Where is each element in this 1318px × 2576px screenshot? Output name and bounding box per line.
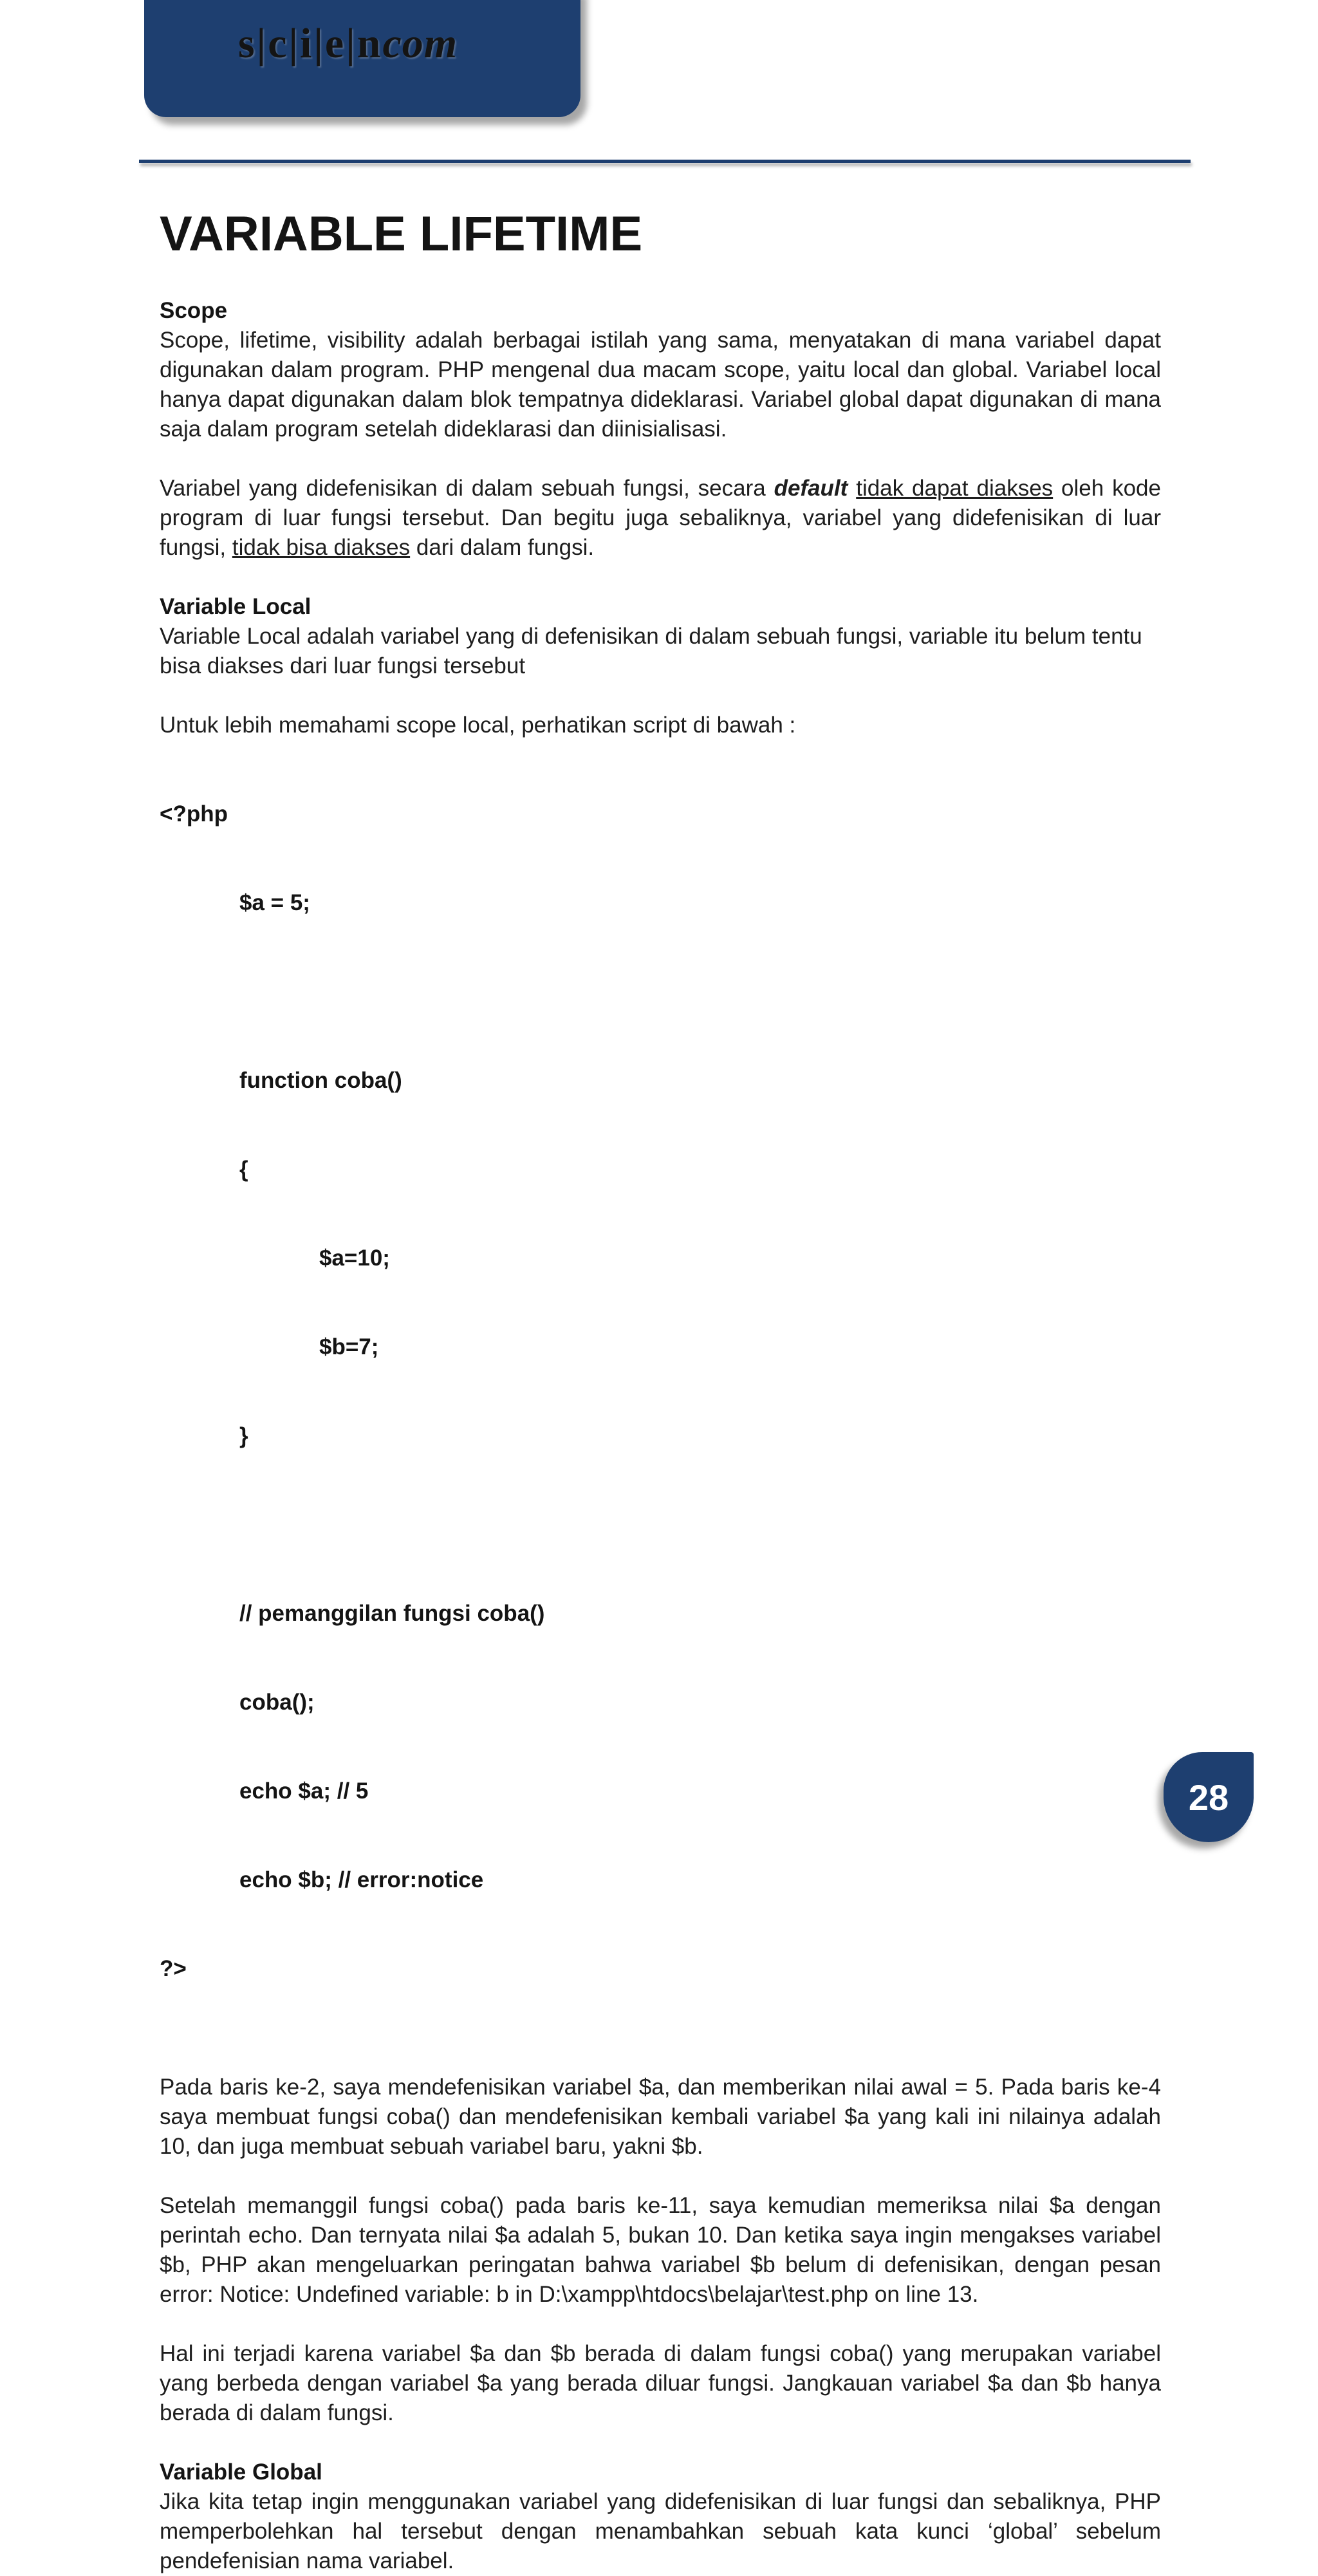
page-number-badge [1164, 1752, 1254, 1842]
code-line: $b=7; [319, 1334, 379, 1359]
explain-paragraph-2: Setelah memanggil fungsi coba() pada baris ke-11, saya kemudian memeriksa nilai $a dengan perintah echo. Dan ternyata nilai $a adalah 5, bukan 10. Dan ketika saya ingin mengakses variabel $b, PHP akan mengeluarkan peringatan bahwa variabel $b belum di defenisikan, dengan pesan error: Notice: Undefined variable: b in D:\xampp\htdocs\belajar\test.php on line 13. [160, 2193, 1161, 2307]
code-line: function coba() [239, 1068, 402, 1093]
scope-p2-underline-2: tidak bisa diakses [232, 535, 411, 560]
scope-paragraph-2 [160, 474, 1161, 563]
code-line: { [239, 1157, 248, 1182]
section-heading-local: Variable Local [160, 594, 311, 619]
logo [238, 19, 458, 68]
scope-p2-text-c: oleh kode program di luar fungsi tersebut. Dan begitu juga sebaliknya, variabel yang didefenisikan di luar fungsi, [160, 476, 1161, 560]
logo-main: s|c|i|e|n [238, 20, 383, 67]
code-block [160, 740, 1161, 2043]
code-line: echo $a; // 5 [239, 1778, 369, 1804]
local-intro: Untuk lebih memahami scope local, perhatikan script di bawah : [160, 713, 796, 738]
section-heading-scope: Scope [160, 298, 228, 323]
scope-p2-text-d: dari dalam fungsi. [410, 535, 595, 560]
page-number: 28 [1188, 1777, 1229, 1818]
scope-p2-text-b [848, 476, 856, 501]
page-title: VARIABLE LIFETIME [160, 207, 643, 261]
code-line: ?> [160, 1956, 187, 1981]
section-heading-global: Variable Global [160, 2459, 322, 2485]
code-line: // pemanggilan fungsi coba() [239, 1601, 545, 1626]
logo-suffix: com [382, 20, 458, 67]
explain-paragraph-3: Hal ini terjadi karena variabel $a dan $b berada di dalam fungsi coba() yang merupakan variabel yang berbeda dengan variabel $a yang berada diluar fungsi. Jangkauan variabel $a dan $b hanya berada di dalam fungsi. [160, 2341, 1161, 2425]
code-line: coba(); [239, 1690, 315, 1715]
scope-p2-text-a: Variabel yang didefenisikan di dalam sebuah fungsi, secara [160, 476, 774, 501]
code-line: } [239, 1423, 248, 1448]
header-logo-tab [144, 0, 580, 117]
global-paragraph-1: Jika kita tetap ingin menggunakan variabel yang didefenisikan di luar fungsi dan sebaliknya, PHP memperbolehkan hal tersebut dengan menambahkan sebuah kata kunci ‘global’ sebelum pendefenisian nama variabel. [160, 2489, 1161, 2573]
header-rule [139, 160, 1191, 163]
scope-paragraph-1: Scope, lifetime, visibility adalah berbagai istilah yang sama, menyatakan di mana variabel dapat digunakan dalam program. PHP mengenal dua macam scope, yaitu local dan global. Variabel local hanya dapat digunakan dalam blok tempatnya dideklarasi. Variabel global dapat digunakan di mana saja dalam program setelah dideklarasi dan diinisialisasi. [160, 328, 1161, 442]
code-line: $a = 5; [239, 890, 310, 915]
code-line: $a=10; [319, 1246, 390, 1271]
scope-p2-default: default [774, 476, 848, 501]
code-line: <?php [160, 801, 228, 826]
scope-p2-underline-1: tidak dapat diakses [856, 476, 1053, 501]
code-line: echo $b; // error:notice [239, 1867, 484, 1892]
explain-paragraph-1: Pada baris ke-2, saya mendefenisikan variabel $a, dan memberikan nilai awal = 5. Pada baris ke-4 saya membuat fungsi coba() dan mendefenisikan kembali variabel $a yang kali ini nilainya adalah 10, dan juga membuat sebuah variabel baru, yakni $b. [160, 2075, 1161, 2159]
page-content [160, 296, 1161, 2576]
local-paragraph-1: Variable Local adalah variabel yang di defenisikan di dalam sebuah fungsi, variable itu belum tentu bisa diakses dari luar fungsi tersebut [160, 624, 1142, 678]
